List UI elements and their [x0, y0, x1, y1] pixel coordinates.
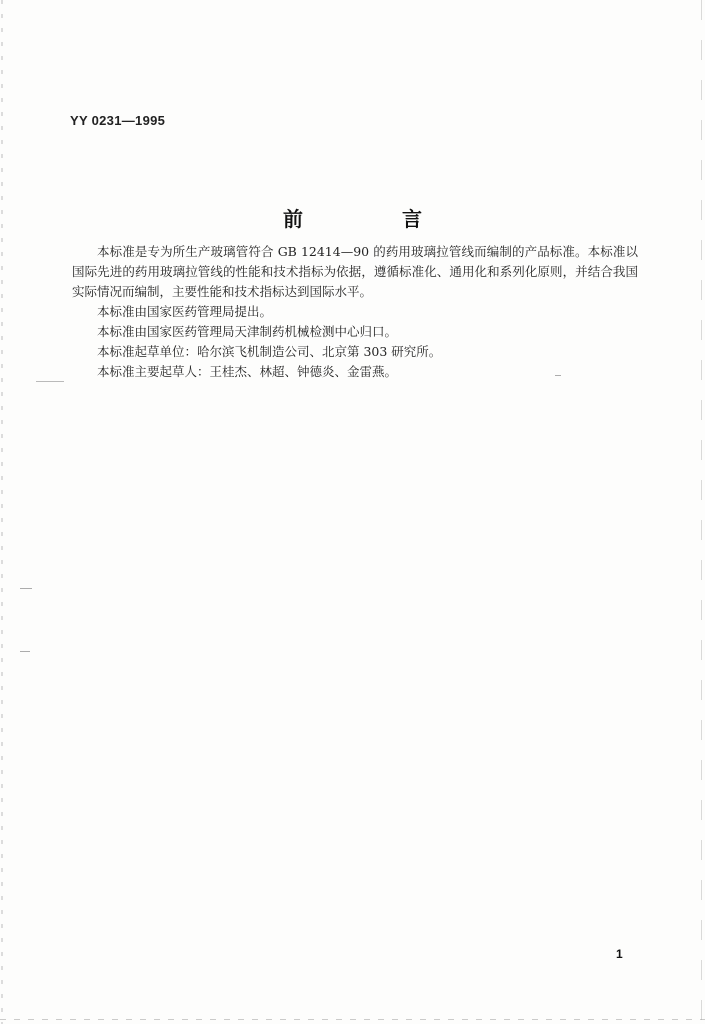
scan-mark	[20, 588, 32, 589]
paragraph: 本标准是专为所生产玻璃管符合 GB 12414—90 的药用玻璃拉管线而编制的产品标准。本标准以国际先进的药用玻璃拉管线的性能和技术指标为依据，遵循标准化、通用化和系列化原则，并结合我国实际情况而编制，主要性能和技术指标达到国际水平。	[72, 244, 638, 299]
paragraph: 本标准起草单位：哈尔滨飞机制造公司、北京第 303 研究所。	[97, 344, 442, 359]
paragraph: 本标准由国家医药管理局天津制药机械检测中心归口。	[97, 324, 398, 339]
scan-edge-bottom	[0, 1019, 705, 1020]
scan-mark	[20, 651, 30, 652]
scan-mark	[36, 381, 64, 382]
page-number: 1	[616, 947, 623, 961]
scan-edge-left	[1, 0, 3, 1024]
scan-edge-right	[701, 0, 702, 1024]
paragraph: 本标准主要起草人：王桂杰、林超、钟德炎、金雷燕。	[97, 364, 398, 379]
paragraph: 本标准由国家医药管理局提出。	[97, 304, 273, 319]
section-title: 前 言	[283, 207, 468, 231]
foreword-body	[72, 242, 638, 382]
document-code: YY 0231—1995	[70, 113, 166, 128]
